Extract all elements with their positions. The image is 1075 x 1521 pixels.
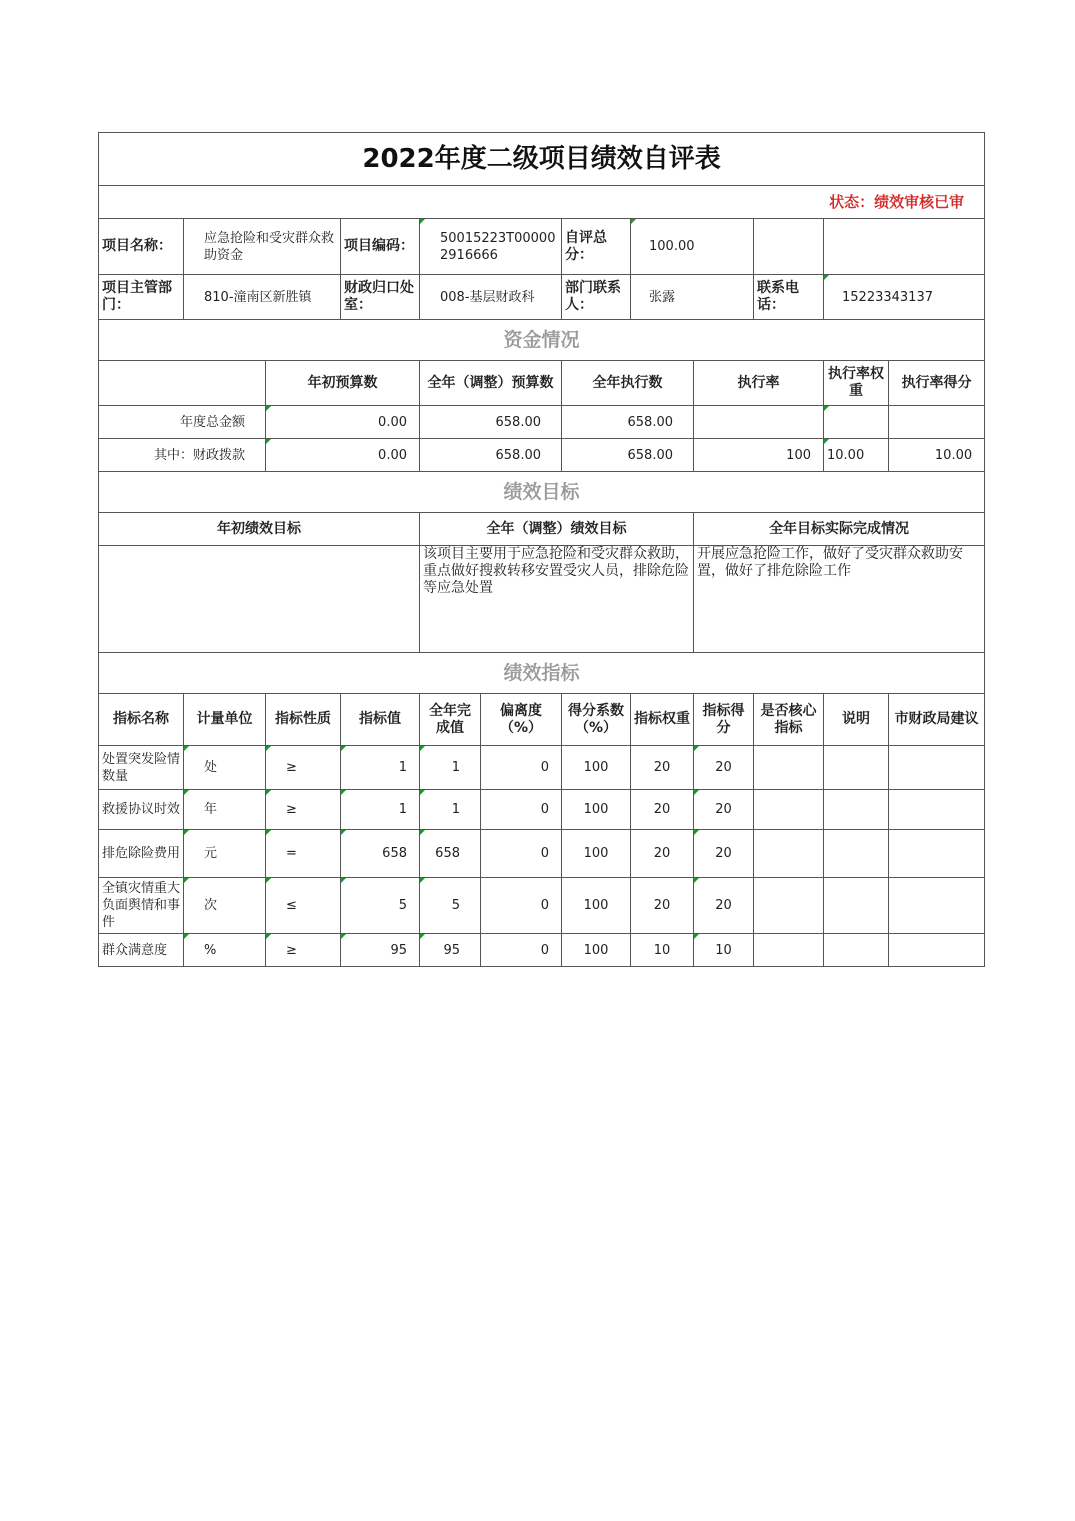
fund-row: [99, 406, 985, 439]
fund-initial: 0.00: [266, 406, 420, 439]
indicator-name: 全镇灾情重大负面舆情和事件: [99, 878, 184, 934]
indicator-deviation: 0: [481, 746, 562, 790]
indicators-section-title: 绩效指标: [99, 653, 985, 694]
funds-section-title: 资金情况: [99, 320, 985, 361]
contact-label: 部门联系人：: [562, 275, 631, 320]
evaluation-sheet: [98, 132, 984, 967]
indicator-target: 5: [341, 878, 420, 934]
indicator-header: 指标名称: [99, 694, 184, 746]
indicator-row: [99, 934, 985, 967]
goal-adjusted: 该项目主要用于应急抢险和受灾群众救助，重点做好搜救转移安置受灾人员，排除危险等应急处置: [420, 546, 694, 653]
phone: 15223343137: [824, 275, 985, 320]
indicator-core: [754, 830, 824, 878]
indicator-advice: [889, 790, 985, 830]
indicator-name: 救援协议时效: [99, 790, 184, 830]
goal-initial: [99, 546, 420, 653]
indicator-header: 指标值: [341, 694, 420, 746]
indicator-unit: 次: [184, 878, 266, 934]
goal-header: 年初绩效目标: [99, 513, 420, 546]
indicator-name: 排危除险费用: [99, 830, 184, 878]
indicator-header: 市财政局建议: [889, 694, 985, 746]
self-score: 100.00: [631, 219, 754, 275]
dept: 810-潼南区新胜镇: [184, 275, 341, 320]
fund-header-blank: [99, 361, 266, 406]
indicator-note: [824, 830, 889, 878]
status-text: 状态：绩效审核已审: [99, 186, 985, 219]
indicator-header: 偏离度（%）: [481, 694, 562, 746]
indicator-row: [99, 746, 985, 790]
fund-adjusted: 658.00: [420, 406, 562, 439]
indicator-core: [754, 878, 824, 934]
indicator-coef: 100: [562, 790, 631, 830]
empty-cell: [824, 219, 985, 275]
indicator-score: 20: [694, 878, 754, 934]
indicator-nature: ≥: [266, 746, 341, 790]
self-score-label: 自评总分：: [562, 219, 631, 275]
fund-adjusted: 658.00: [420, 439, 562, 472]
indicator-unit: 处: [184, 746, 266, 790]
indicator-row: [99, 878, 985, 934]
indicator-header: 指标权重: [631, 694, 694, 746]
indicator-name: 处置突发险情数量: [99, 746, 184, 790]
fund-weight: 10.00: [824, 439, 889, 472]
evaluation-table: [98, 132, 985, 967]
indicator-note: [824, 790, 889, 830]
indicator-header: 计量单位: [184, 694, 266, 746]
indicator-deviation: 0: [481, 830, 562, 878]
fund-row-label: 年度总金额: [99, 406, 266, 439]
goals-section-title: 绩效目标: [99, 472, 985, 513]
indicator-advice: [889, 934, 985, 967]
indicator-core: [754, 790, 824, 830]
fund-rate: [694, 406, 824, 439]
indicator-score: 20: [694, 790, 754, 830]
indicator-coef: 100: [562, 934, 631, 967]
indicator-actual: 5: [420, 878, 481, 934]
indicator-actual: 1: [420, 790, 481, 830]
indicator-nature: ≥: [266, 790, 341, 830]
indicator-advice: [889, 878, 985, 934]
indicator-core: [754, 746, 824, 790]
indicator-header: 说明: [824, 694, 889, 746]
indicator-score: 20: [694, 830, 754, 878]
indicator-advice: [889, 746, 985, 790]
fund-executed: 658.00: [562, 439, 694, 472]
fund-row: [99, 439, 985, 472]
finance-office-label: 财政归口处室：: [341, 275, 420, 320]
indicator-unit: 元: [184, 830, 266, 878]
indicator-advice: [889, 830, 985, 878]
indicator-target: 1: [341, 746, 420, 790]
goal-header: 全年（调整）绩效目标: [420, 513, 694, 546]
contact: 张露: [631, 275, 754, 320]
indicator-deviation: 0: [481, 790, 562, 830]
indicator-weight: 20: [631, 878, 694, 934]
indicator-coef: 100: [562, 830, 631, 878]
fund-rate: 100: [694, 439, 824, 472]
fund-header: 年初预算数: [266, 361, 420, 406]
indicator-header: 得分系数（%）: [562, 694, 631, 746]
indicator-actual: 1: [420, 746, 481, 790]
fund-row-label: 其中：财政拨款: [99, 439, 266, 472]
fund-header: 全年（调整）预算数: [420, 361, 562, 406]
indicator-header: 指标性质: [266, 694, 341, 746]
indicator-coef: 100: [562, 878, 631, 934]
project-code: 50015223T000002916666: [420, 219, 562, 275]
project-code-label: 项目编码：: [341, 219, 420, 275]
indicator-nature: ≥: [266, 934, 341, 967]
indicator-header: 全年完成值: [420, 694, 481, 746]
fund-initial: 0.00: [266, 439, 420, 472]
indicator-target: 658: [341, 830, 420, 878]
indicator-target: 95: [341, 934, 420, 967]
indicator-deviation: 0: [481, 934, 562, 967]
project-name: 应急抢险和受灾群众救助资金: [184, 219, 341, 275]
indicator-score: 10: [694, 934, 754, 967]
indicator-header: 是否核心指标: [754, 694, 824, 746]
project-name-label: 项目名称：: [99, 219, 184, 275]
indicator-header: 指标得分: [694, 694, 754, 746]
indicator-note: [824, 746, 889, 790]
indicator-row: [99, 830, 985, 878]
empty-cell: [754, 219, 824, 275]
indicator-unit: %: [184, 934, 266, 967]
indicator-unit: 年: [184, 790, 266, 830]
fund-header: 执行率: [694, 361, 824, 406]
indicator-coef: 100: [562, 746, 631, 790]
fund-header: 执行率得分: [889, 361, 985, 406]
indicator-row: [99, 790, 985, 830]
page-title: 2022年度二级项目绩效自评表: [99, 133, 985, 186]
dept-label: 项目主管部门：: [99, 275, 184, 320]
indicator-note: [824, 934, 889, 967]
indicator-nature: =: [266, 830, 341, 878]
fund-weight: [824, 406, 889, 439]
indicator-weight: 20: [631, 790, 694, 830]
fund-header: 全年执行数: [562, 361, 694, 406]
indicator-name: 群众满意度: [99, 934, 184, 967]
indicator-score: 20: [694, 746, 754, 790]
indicator-deviation: 0: [481, 878, 562, 934]
fund-score: [889, 406, 985, 439]
goal-actual: 开展应急抢险工作，做好了受灾群众救助安置，做好了排危除险工作: [694, 546, 985, 653]
phone-label: 联系电话：: [754, 275, 824, 320]
indicator-weight: 20: [631, 746, 694, 790]
indicator-core: [754, 934, 824, 967]
fund-header: 执行率权重: [824, 361, 889, 406]
fund-executed: 658.00: [562, 406, 694, 439]
indicator-target: 1: [341, 790, 420, 830]
indicator-actual: 95: [420, 934, 481, 967]
goal-header: 全年目标实际完成情况: [694, 513, 985, 546]
indicator-note: [824, 878, 889, 934]
indicator-nature: ≤: [266, 878, 341, 934]
indicator-weight: 20: [631, 830, 694, 878]
indicator-weight: 10: [631, 934, 694, 967]
indicator-actual: 658: [420, 830, 481, 878]
finance-office: 008-基层财政科: [420, 275, 562, 320]
fund-score: 10.00: [889, 439, 985, 472]
